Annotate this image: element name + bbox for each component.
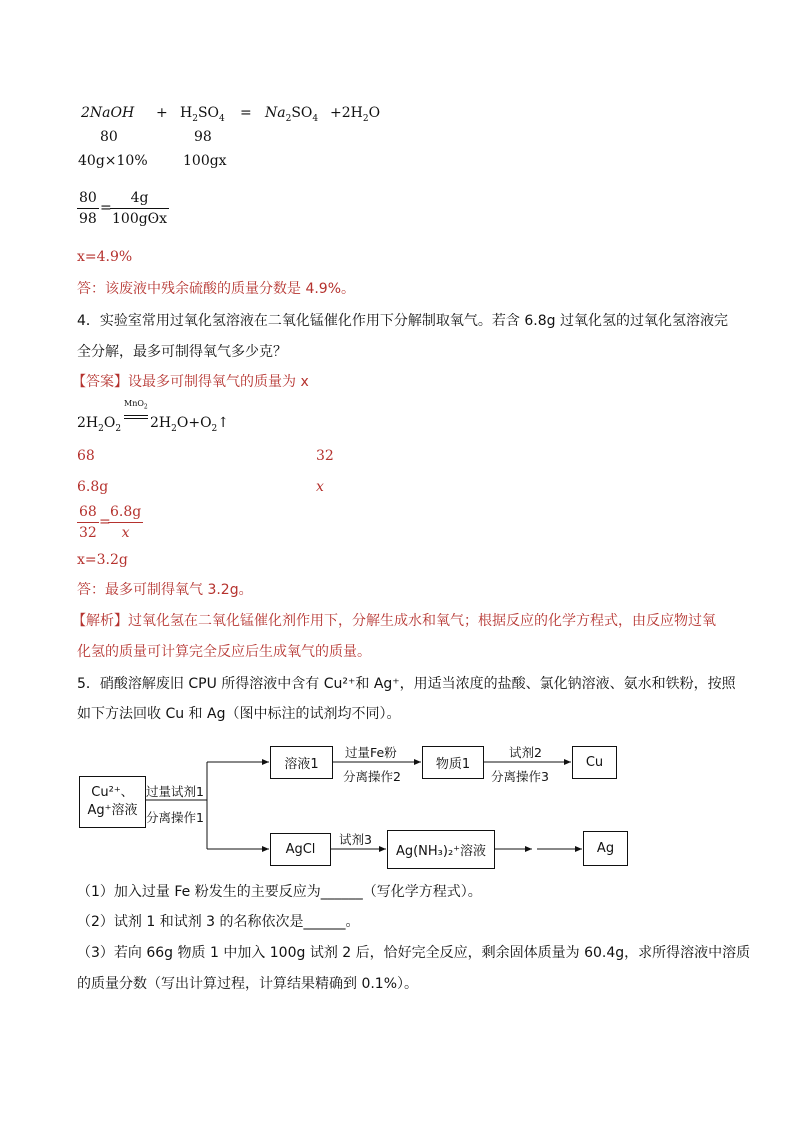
q5-line1: 5．硝酸溶解废旧 CPU 所得溶液中含有 Cu²⁺和 Ag⁺，用适当浓度的盐酸、氯化钠溶液、氨水和铁粉，按照 bbox=[77, 676, 736, 692]
ag-ammonia-box: Ag(NH₃)₂⁺溶液 bbox=[387, 830, 495, 869]
eq1-equals: = bbox=[240, 105, 252, 121]
q4-answer: 【答案】设最多可制得氧气的质量为 x bbox=[72, 374, 309, 390]
frac2-right: 6.8g x bbox=[110, 504, 142, 541]
eq1-na2so4: $Na_2SO_4$ bbox=[265, 105, 319, 124]
qty-x: x bbox=[316, 479, 324, 495]
subq2: （2）试剂 1 和试剂 3 的名称依次是______。 bbox=[77, 914, 360, 930]
fe-powder-label: 过量Fe粉 bbox=[345, 745, 397, 760]
analysis-line2: 化氢的质量可计算完全反应后生成氧气的质量。 bbox=[77, 644, 371, 660]
frac1-left: 80 98 bbox=[79, 190, 97, 227]
answer1: 答：该废液中残余硫酸的质量分数是 4.9%。 bbox=[77, 281, 356, 297]
operation3-label: 分离操作3 bbox=[491, 769, 549, 784]
h2o2-reactant: $2H_2O_2$ bbox=[77, 415, 122, 434]
start-solution-box: Cu²⁺、 Ag⁺溶液 bbox=[79, 776, 146, 828]
ag-box: Ag bbox=[583, 831, 628, 866]
catalyst-label: MnO$_2$ bbox=[124, 399, 148, 411]
cu-box: Cu bbox=[572, 746, 617, 779]
analysis-tag: 【解析】 bbox=[72, 613, 128, 629]
eq1-qty-naoh: 40g×10% bbox=[78, 153, 148, 169]
x1-result: x=4.9% bbox=[77, 249, 133, 265]
q4-line1: 4．实验室常用过氧化氢溶液在二氧化锰催化作用下分解制取氧气。若含 6.8g 过氧化氢的过氧化氢溶液完 bbox=[77, 313, 728, 329]
eq1-naoh: 2NaOH bbox=[81, 105, 135, 121]
subq1: （1）加入过量 Fe 粉发生的主要反应为______（写化学方程式）。 bbox=[77, 884, 482, 900]
mass-68: 68 bbox=[77, 448, 95, 464]
eq1-h2o: $+2H_2O$ bbox=[330, 105, 381, 124]
eq1-qty-h2so4: 100gx bbox=[183, 153, 227, 169]
frac2-left: 68 32 bbox=[79, 504, 97, 541]
operation2-label: 分离操作2 bbox=[343, 769, 401, 784]
solution1-box: 溶液1 bbox=[270, 746, 333, 779]
eq1-plus: + bbox=[156, 105, 168, 121]
frac1-right: 4g 100gʘx bbox=[112, 190, 168, 227]
frac1-equals: = bbox=[100, 200, 112, 216]
analysis-line1: 【解析】过氧化氢在二氧化锰催化剂作用下，分解生成水和氧气；根据反应的化学方程式，由反应物过氧 bbox=[72, 613, 716, 629]
qty-6.8g: 6.8g bbox=[77, 479, 109, 495]
q5-line2: 如下方法回收 Cu 和 Ag（图中标注的试剂均不同）。 bbox=[77, 706, 401, 722]
operation1-label: 分离操作1 bbox=[146, 810, 204, 825]
eq1-mass-naoh: 80 bbox=[100, 129, 118, 145]
reagent1-label: 过量试剂1 bbox=[146, 784, 204, 799]
reagent3-label: 试剂3 bbox=[339, 832, 372, 847]
x2-result: x=3.2g bbox=[77, 552, 128, 568]
agcl-box: AgCl bbox=[270, 833, 331, 866]
q4-line2: 全分解，最多可制得氧气多少克？ bbox=[77, 344, 287, 360]
subq3-line1: （3）若向 66g 物质 1 中加入 100g 试剂 2 后，恰好完全反应，剩余固体质量为 60.4g，求所得溶液中溶质 bbox=[77, 945, 751, 961]
answer2: 答：最多可制得氧气 3.2g。 bbox=[77, 582, 253, 598]
answer-tag: 【答案】 bbox=[72, 374, 128, 390]
products: $2H_2O+O_2↑$ bbox=[150, 415, 230, 434]
reagent2-label: 试剂2 bbox=[509, 745, 542, 760]
frac2-equals: = bbox=[99, 514, 111, 530]
eq1-mass-h2so4: 98 bbox=[194, 129, 212, 145]
subq3-line2: 的质量分数（写出计算过程，计算结果精确到 0.1%）。 bbox=[77, 976, 419, 992]
substance1-box: 物质1 bbox=[422, 746, 484, 779]
eq1-h2so4: $H_2SO_4$ bbox=[180, 105, 225, 124]
mass-32: 32 bbox=[316, 448, 334, 464]
